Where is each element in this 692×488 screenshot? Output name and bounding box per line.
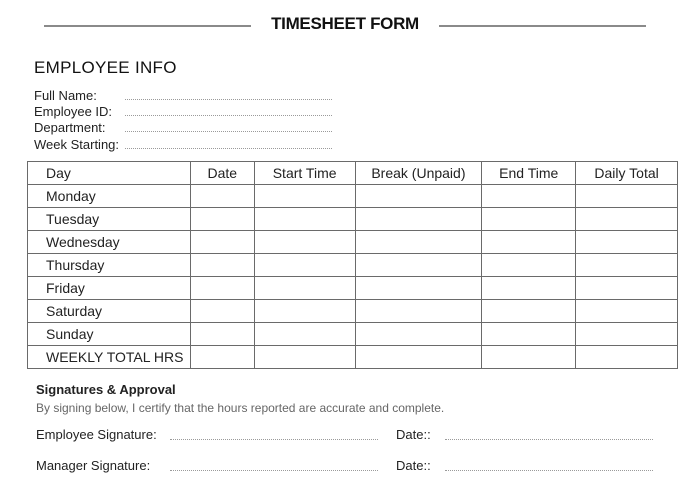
signatures-heading: Signatures & Approval xyxy=(36,382,176,397)
table-row xyxy=(28,277,678,300)
date-cell[interactable] xyxy=(190,323,254,346)
date-cell[interactable] xyxy=(190,254,254,277)
break-cell[interactable] xyxy=(355,277,482,300)
day-cell: Saturday xyxy=(28,300,191,323)
daily-total-cell[interactable] xyxy=(576,277,678,300)
daily-total-cell[interactable] xyxy=(576,323,678,346)
daily-total-cell[interactable] xyxy=(576,300,678,323)
table-row xyxy=(28,185,678,208)
weekly-total-cell[interactable] xyxy=(576,346,678,369)
start-time-cell[interactable] xyxy=(254,346,355,369)
weekly-total-label: WEEKLY TOTAL HRS xyxy=(28,346,191,369)
end-time-cell[interactable] xyxy=(482,231,576,254)
manager-date-line[interactable] xyxy=(445,470,653,471)
daily-total-cell[interactable] xyxy=(576,185,678,208)
department-field[interactable] xyxy=(34,120,334,136)
manager-signature-row xyxy=(36,458,656,476)
date-cell[interactable] xyxy=(190,300,254,323)
employee-id-input-line[interactable] xyxy=(125,115,332,116)
full-name-label: Full Name: xyxy=(34,88,97,103)
break-cell[interactable] xyxy=(355,346,482,369)
employee-signature-line[interactable] xyxy=(170,439,378,440)
column-header-day: Day xyxy=(28,162,191,185)
full-name-input-line[interactable] xyxy=(125,99,332,100)
table-row xyxy=(28,208,678,231)
column-header-date: Date xyxy=(190,162,254,185)
form-title-row xyxy=(0,14,692,38)
table-row xyxy=(28,254,678,277)
break-cell[interactable] xyxy=(355,300,482,323)
week-starting-input-line[interactable] xyxy=(125,148,332,149)
manager-signature-label: Manager Signature: xyxy=(36,458,151,473)
day-cell: Tuesday xyxy=(28,208,191,231)
week-starting-label: Week Starting: xyxy=(34,137,120,152)
date-cell[interactable] xyxy=(190,346,254,369)
title-divider-left xyxy=(44,25,251,27)
department-label: Department: xyxy=(34,120,106,135)
table-header-row xyxy=(28,162,678,185)
day-cell: Sunday xyxy=(28,323,191,346)
weekly-total-row xyxy=(28,346,678,369)
table-row xyxy=(28,300,678,323)
break-cell[interactable] xyxy=(355,323,482,346)
start-time-cell[interactable] xyxy=(254,323,355,346)
break-cell[interactable] xyxy=(355,254,482,277)
end-time-cell[interactable] xyxy=(482,277,576,300)
column-header-daily-total: Daily Total xyxy=(576,162,678,185)
employee-info-heading: EMPLOYEE INFO xyxy=(34,58,177,77)
certification-note: By signing below, I certify that the hours reported are accurate and complete. xyxy=(36,401,445,415)
department-input-line[interactable] xyxy=(125,131,332,132)
manager-signature-line[interactable] xyxy=(170,470,378,471)
form-title: TIMESHEET FORM xyxy=(271,14,419,33)
start-time-cell[interactable] xyxy=(254,185,355,208)
date-cell[interactable] xyxy=(190,231,254,254)
manager-date-label: Date:: xyxy=(396,458,431,473)
full-name-field[interactable] xyxy=(34,88,334,104)
day-cell: Wednesday xyxy=(28,231,191,254)
table-row xyxy=(28,323,678,346)
end-time-cell[interactable] xyxy=(482,323,576,346)
start-time-cell[interactable] xyxy=(254,254,355,277)
table-row xyxy=(28,231,678,254)
employee-date-label: Date:: xyxy=(396,427,431,442)
start-time-cell[interactable] xyxy=(254,277,355,300)
day-cell: Thursday xyxy=(28,254,191,277)
daily-total-cell[interactable] xyxy=(576,208,678,231)
title-divider-right xyxy=(439,25,646,27)
date-cell[interactable] xyxy=(190,277,254,300)
end-time-cell[interactable] xyxy=(482,254,576,277)
timesheet-table xyxy=(27,161,678,369)
end-time-cell[interactable] xyxy=(482,185,576,208)
break-cell[interactable] xyxy=(355,185,482,208)
week-starting-field[interactable] xyxy=(34,137,334,153)
end-time-cell[interactable] xyxy=(482,300,576,323)
day-cell: Friday xyxy=(28,277,191,300)
start-time-cell[interactable] xyxy=(254,208,355,231)
column-header-break: Break (Unpaid) xyxy=(355,162,482,185)
start-time-cell[interactable] xyxy=(254,231,355,254)
break-cell[interactable] xyxy=(355,208,482,231)
employee-id-label: Employee ID: xyxy=(34,104,113,119)
employee-date-line[interactable] xyxy=(445,439,653,440)
end-time-cell[interactable] xyxy=(482,208,576,231)
end-time-cell[interactable] xyxy=(482,346,576,369)
break-cell[interactable] xyxy=(355,231,482,254)
employee-id-field[interactable] xyxy=(34,104,334,120)
daily-total-cell[interactable] xyxy=(576,231,678,254)
column-header-end-time: End Time xyxy=(482,162,576,185)
date-cell[interactable] xyxy=(190,185,254,208)
daily-total-cell[interactable] xyxy=(576,254,678,277)
employee-signature-label: Employee Signature: xyxy=(36,427,157,442)
start-time-cell[interactable] xyxy=(254,300,355,323)
employee-signature-row xyxy=(36,427,656,445)
day-cell: Monday xyxy=(28,185,191,208)
column-header-start-time: Start Time xyxy=(254,162,355,185)
date-cell[interactable] xyxy=(190,208,254,231)
